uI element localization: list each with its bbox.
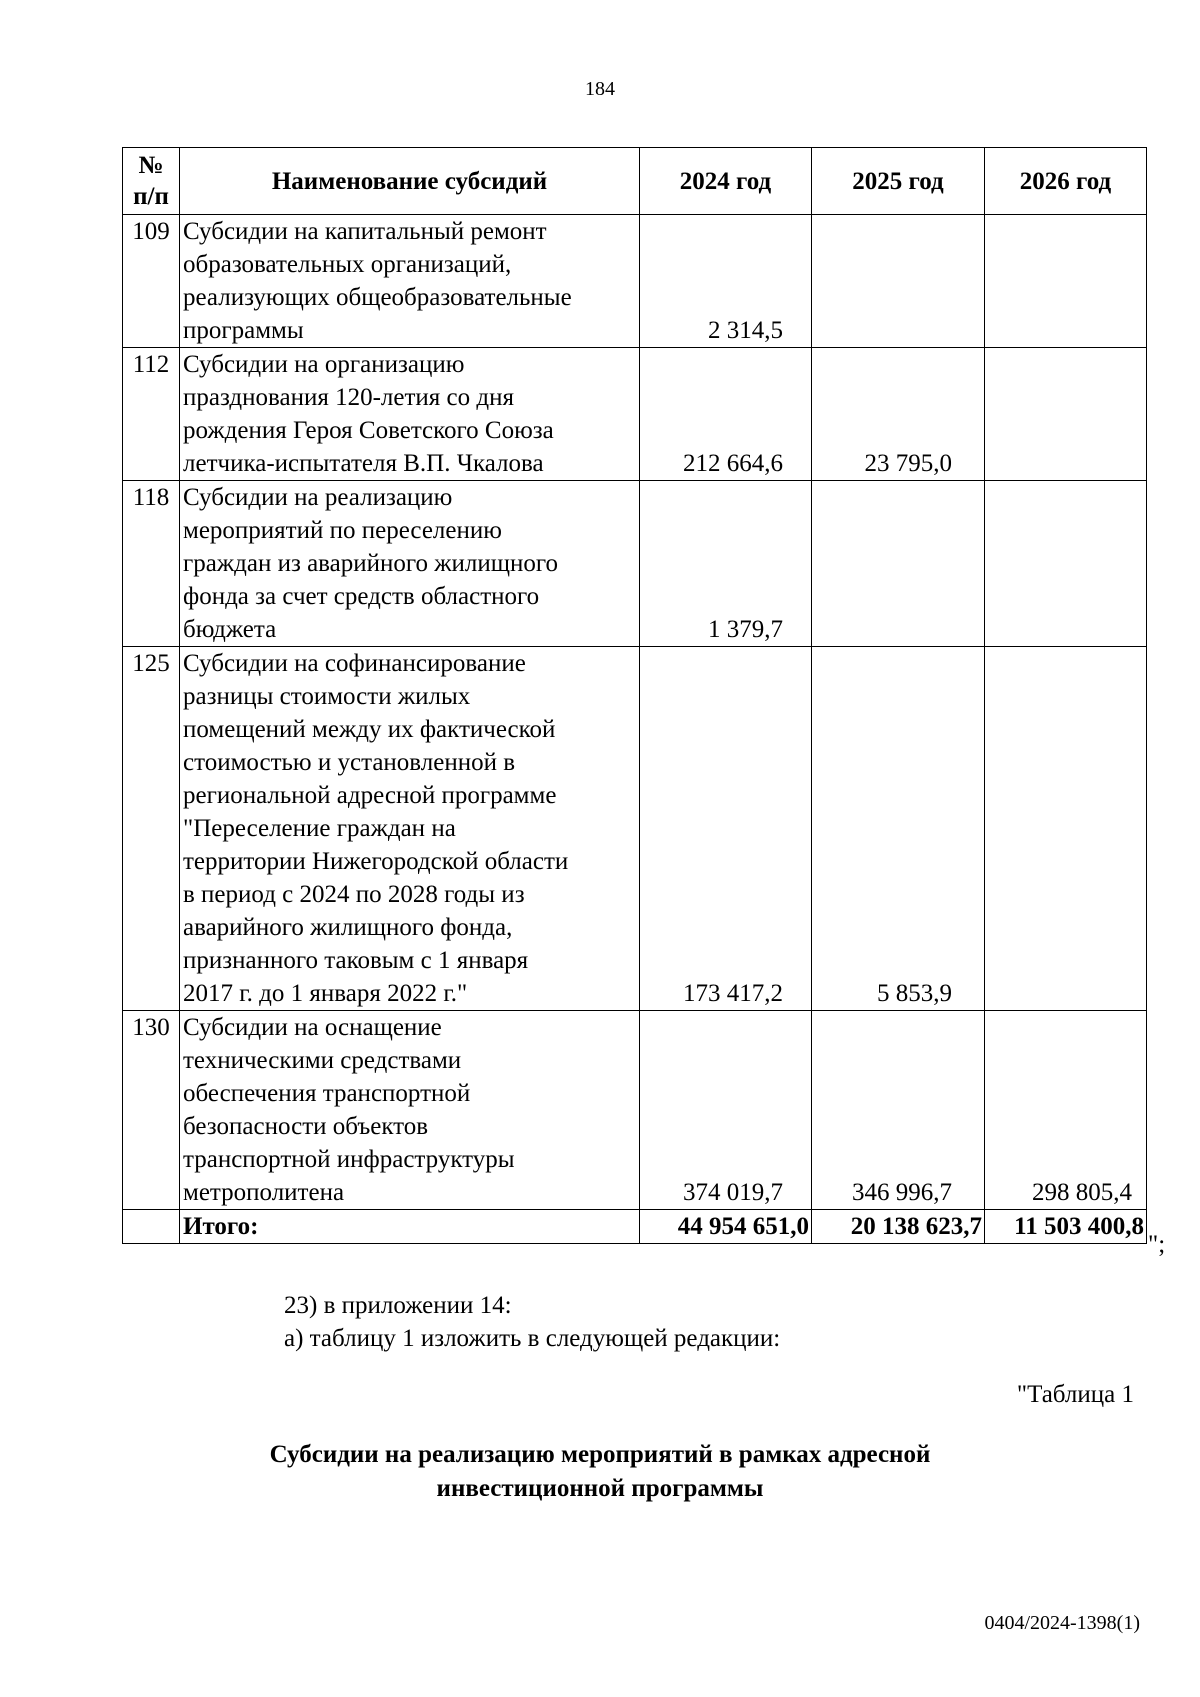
table-closing-mark: "; xyxy=(1148,1231,1166,1258)
value-2026: 298 805,4 xyxy=(985,1011,1147,1210)
row-number: 109 xyxy=(123,215,180,348)
subsidy-name-line: транспортной инфраструктуры xyxy=(183,1146,515,1173)
value-2024: 374 019,7 xyxy=(640,1011,812,1210)
subsidy-name-line: "Переселение граждан на xyxy=(183,815,456,842)
row-number: 125 xyxy=(123,647,180,1011)
subsidy-name xyxy=(180,348,640,481)
subsidy-name-line: граждан из аварийного жилищного xyxy=(183,550,559,577)
header-num-line-1: № xyxy=(138,152,164,179)
subsidy-name-line: помещений между их фактической xyxy=(183,716,556,743)
value-2025: 23 795,0 xyxy=(812,348,985,481)
table-header-row xyxy=(123,148,1147,215)
header-name: Наименование субсидий xyxy=(180,148,640,215)
value-2025 xyxy=(812,481,985,647)
row-number: 118 xyxy=(123,481,180,647)
subsidy-name-line: программы xyxy=(183,317,304,344)
subsidy-name-line: мероприятий по переселению xyxy=(183,517,502,544)
document-code: 0404/2024-1398(1) xyxy=(984,1612,1140,1634)
value-2026 xyxy=(985,215,1147,348)
header-2025: 2025 год xyxy=(812,148,985,215)
value-2024: 1 379,7 xyxy=(640,481,812,647)
row-number: 130 xyxy=(123,1011,180,1210)
value-2024: 173 417,2 xyxy=(640,647,812,1011)
subsidy-name-line: стоимостью и установленной в xyxy=(183,749,516,776)
row-number: 112 xyxy=(123,348,180,481)
subsidy-name xyxy=(180,647,640,1011)
subsidy-name-line: фонда за счет средств областного xyxy=(183,583,540,610)
subsidy-name-line: разницы стоимости жилых xyxy=(183,683,471,710)
value-2025: 5 853,9 xyxy=(812,647,985,1011)
subsidy-name-line: техническими средствами xyxy=(183,1047,462,1074)
total-num xyxy=(123,1210,180,1244)
heading-line-1: Субсидии на реализацию мероприятий в рамках адресной xyxy=(269,1441,931,1468)
table-row xyxy=(123,215,1147,348)
subsidy-name-line: празднования 120-летия со дня xyxy=(183,384,514,411)
subsidy-name-line: реализующих общеобразовательные xyxy=(183,284,572,311)
subsidy-name-line: 2017 г. до 1 января 2022 г." xyxy=(183,980,468,1007)
table-label: "Таблица 1 xyxy=(1016,1381,1134,1408)
subsidy-name-line: в период с 2024 по 2028 годы из xyxy=(183,881,525,908)
subsidy-name-line: метрополитена xyxy=(183,1179,345,1206)
total-row xyxy=(123,1210,1147,1244)
subsidy-table xyxy=(122,147,1147,1244)
subsidy-name-line: Субсидии на софинансирование xyxy=(183,650,526,677)
subsidy-name-line: бюджета xyxy=(183,616,277,643)
header-2026: 2026 год xyxy=(985,148,1147,215)
table-body xyxy=(123,215,1147,1210)
subsidy-name-line: территории Нижегородской области xyxy=(183,848,569,875)
subsidy-name-line: Субсидии на капитальный ремонт xyxy=(183,218,547,245)
value-2026 xyxy=(985,348,1147,481)
subsidy-name-line: аварийного жилищного фонда, xyxy=(183,914,513,941)
subsidy-name-line: Субсидии на организацию xyxy=(183,351,465,378)
total-2026: 11 503 400,8 xyxy=(985,1210,1147,1244)
paragraph-table-1-edit: а) таблицу 1 изложить в следующей редакции: xyxy=(284,1325,781,1352)
value-2025: 346 996,7 xyxy=(812,1011,985,1210)
table-row xyxy=(123,647,1147,1011)
header-num xyxy=(123,148,180,215)
subsidy-name xyxy=(180,481,640,647)
total-2025: 20 138 623,7 xyxy=(812,1210,985,1244)
value-2024: 2 314,5 xyxy=(640,215,812,348)
subsidy-name-line: признанного таковым с 1 января xyxy=(183,947,529,974)
subsidy-name-line: обеспечения транспортной xyxy=(183,1080,471,1107)
page-number: 184 xyxy=(585,78,615,100)
subsidy-name-line: Субсидии на реализацию xyxy=(183,484,453,511)
table-row xyxy=(123,481,1147,647)
section-heading xyxy=(0,1438,1200,1506)
paragraph-appendix-14: 23) в приложении 14: xyxy=(284,1292,512,1319)
value-2026 xyxy=(985,481,1147,647)
subsidy-name-line: летчика-испытателя В.П. Чкалова xyxy=(183,450,544,477)
subsidy-name xyxy=(180,215,640,348)
value-2025 xyxy=(812,215,985,348)
table-row xyxy=(123,348,1147,481)
subsidy-name-line: Субсидии на оснащение xyxy=(183,1014,442,1041)
value-2024: 212 664,6 xyxy=(640,348,812,481)
subsidy-name-line: безопасности объектов xyxy=(183,1113,429,1140)
total-label: Итого: xyxy=(180,1210,640,1244)
value-2026 xyxy=(985,647,1147,1011)
header-num-line-2: п/п xyxy=(133,183,169,210)
subsidy-name-line: образовательных организаций, xyxy=(183,251,512,278)
table-row xyxy=(123,1011,1147,1210)
subsidy-name-line: рождения Героя Советского Союза xyxy=(183,417,554,444)
header-2024: 2024 год xyxy=(640,148,812,215)
total-2024: 44 954 651,0 xyxy=(640,1210,812,1244)
subsidy-name-line: региональной адресной программе xyxy=(183,782,557,809)
subsidy-name xyxy=(180,1011,640,1210)
heading-line-2: инвестиционной программы xyxy=(436,1475,764,1502)
